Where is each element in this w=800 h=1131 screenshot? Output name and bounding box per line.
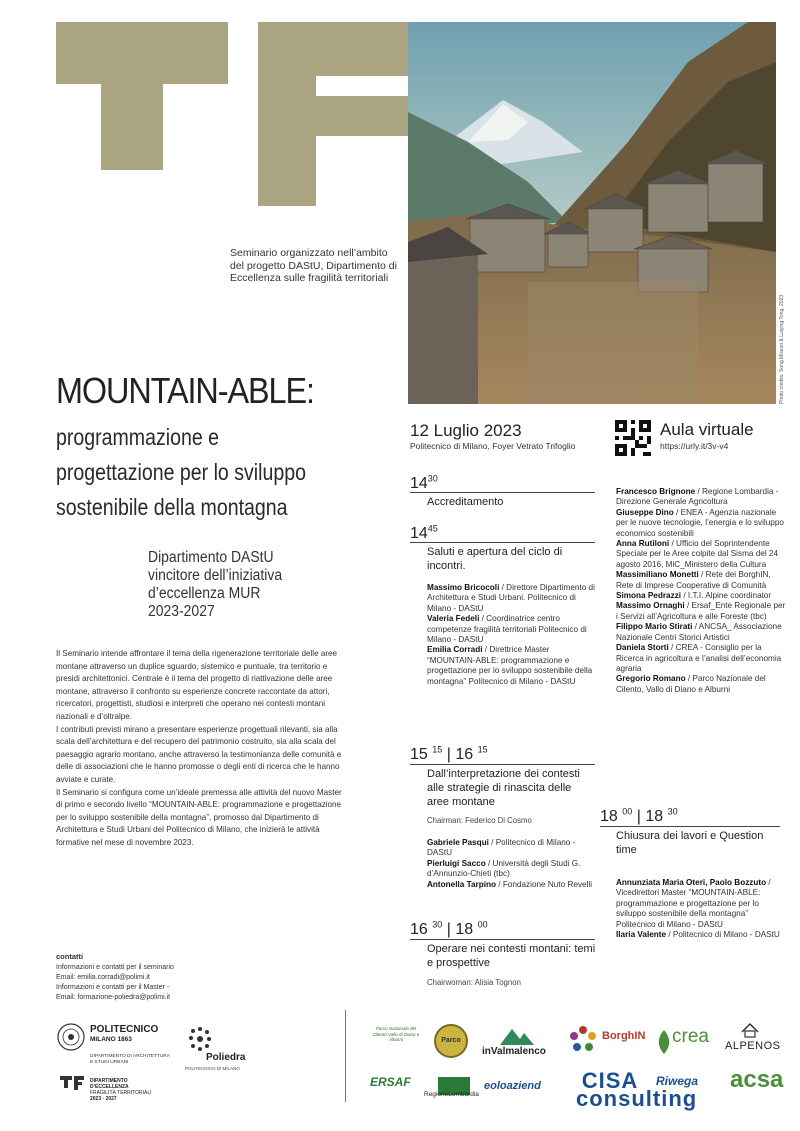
photo-credit: Photo credits: Song Miseon & Luiying Tong, 2023 (779, 294, 785, 404)
session-title: Chiusura dei lavori e Question time (616, 830, 764, 856)
virtual-room-link[interactable]: https://urly.it/3v-v4 (660, 441, 729, 451)
contacts-email[interactable]: Email: emilia.corradi@polimi.it (56, 974, 150, 981)
page-title: MOUNTAIN-ABLE: (56, 370, 314, 411)
session-time: 15 $^{15}$ | 16 $^{15}$ (410, 744, 488, 763)
borghin-flower-icon (568, 1024, 598, 1059)
polimi-dept: DIPARTIMENTO DI ARCHITETTURA E STUDI URBANI (90, 1054, 170, 1065)
description-paragraph: Il Seminario intende affrontare il tema della rigenerazione territoriale delle aree montane attraverso un duplice sguardo, sistemico e puntuale, tra territorio e presidi architettonici. Centrale è il tema del progetto di riattivazione delle aree montane, attraverso il confronto su esperienze concrete raccontate da attori, ricercatori, progettisti, studiosi e interpreti che operano nei contesti montani nazionali e d’oltralpe. (56, 649, 338, 721)
tf-logo-f-top (258, 22, 408, 76)
speaker: Filippo Mario Stirati / ANCSA_ Associazione Nazionale Centri Storici Artistici (616, 622, 782, 642)
speaker: Massimo Bricocoli / Direttore Dipartimento di Architettura e Studi Urbani. Politecnico di Milano - DAStU (427, 583, 595, 613)
speaker: Simona Pedrazzi / I.T.I. Alpine coordinator (616, 591, 772, 601)
polimi-name: POLITECNICO (90, 1024, 159, 1035)
session-time: 18 $^{00}$ | 18 $^{30}$ (600, 806, 678, 825)
session-title: Saluti e apertura del ciclo di incontri. (427, 546, 563, 572)
partner-logo-riwega: Riwega (656, 1074, 699, 1088)
virtual-room-label: Aula virtuale (660, 420, 754, 439)
partner-logo-borghin: BorghIN (602, 1030, 646, 1042)
partner-logo-parco-cilento: Parco Nazionale del Cilento Vallo di Diano e Alburni (372, 1026, 420, 1042)
subtitle-line: programmazione e (56, 424, 220, 450)
session-time: $14^{30}$ (410, 473, 438, 492)
contacts-line: Informazioni e contatti per il seminario (56, 964, 174, 971)
footer-divider (345, 1010, 346, 1102)
partner-logo-ersaf: ERSAF (370, 1075, 411, 1089)
speaker: Valeria Fedeli / Coordinatrice centro competenze fragilità territoriali Politecnico di Milano - DAStU (427, 614, 587, 645)
organizer-note: Seminario organizzato nell’ambito del progetto DAStU, Dipartimento di Eccellenza sulle fragilità territoriali (230, 247, 397, 284)
crea-leaf-icon (657, 1030, 671, 1059)
speaker: Antonella Tarpino / Fondazione Nuto Revelli (427, 879, 593, 889)
session-title: Accreditamento (427, 496, 504, 508)
speaker-list (616, 878, 781, 940)
poliedra-sub: POLITECNICO DI MILANO (185, 1066, 240, 1071)
speaker-list (427, 583, 597, 687)
partner-logo-alpenos: ALPENOS (725, 1040, 781, 1052)
speaker: Anna Rutiloni / Ufficio del Soprintendente Speciale per le Aree colpite dal Sisma del 24 agosto 2016, MiC_Ministero della Cultura (616, 539, 779, 569)
session-time: $14^{45}$ (410, 523, 438, 542)
speaker: Annunziata Maria Oteri, Paolo Bozzuto / Vicedirettori Master “MOUNTAIN-ABLE: programmazione e progettazione per lo sviluppo sostenibile della montagna” Politecnico di Milano - DAStU (616, 878, 771, 929)
subtitle-line: sostenibile della montagna (56, 494, 288, 520)
partner-logo-invalmalenco: inValmalenco (482, 1046, 546, 1057)
tf-logo-f-mid (258, 96, 408, 136)
speaker: Gabriele Pasqui / Politecnico di Milano - DAStU (427, 838, 576, 858)
contacts-heading: contatti (56, 952, 84, 961)
department-block (148, 549, 319, 621)
speaker: Massimo Ornaghi / Ersaf_Ente Regionale per i Servizi all’Agricoltura e alle Foreste (tbc) (616, 601, 786, 621)
department-line: vincitore dell’iniziativa (148, 567, 283, 584)
event-venue: Politecnico di Milano, Foyer Vetrato Trifoglio (410, 441, 576, 451)
department-line: 2023-2027 (148, 603, 215, 620)
description-paragraph: Il Seminario si configura come un’ideale premessa alle attività del nuovo Master di primo e secondo livello “MOUNTAIN-ABLE: programmazione e progettazione per lo sviluppo sostenibile della montagna”, promosso dal Dipartimento di Architettura e Studi Urbani del Politecnico di Milano, che inizierà le attività formative nel mese di novembre 2023. (56, 787, 342, 847)
subtitle-line: progettazione per lo sviluppo (56, 459, 306, 485)
speaker: Giuseppe Dino / ENEA - Agenzia nazionale per le nuove tecnologie, l’energia e lo sviluppo economico sostenibili (616, 507, 784, 538)
partner-logo-acsa: acsa (730, 1066, 784, 1093)
speaker-list (427, 838, 597, 890)
contacts-block (56, 952, 174, 1003)
tf-mini-logo (60, 1076, 86, 1097)
speaker: Ilaria Valente / Politecnico di Milano - DAStU (616, 930, 780, 940)
partner-logo-regione: RegioneLombardia (424, 1091, 479, 1098)
session-title: Operare nei contesti montani: temi e prospettive (427, 943, 596, 969)
poliedra-name: Poliedra (206, 1052, 246, 1063)
divider (410, 542, 595, 543)
speaker-list-right (616, 487, 786, 695)
polimi-sub: MILANO 1863 (90, 1036, 132, 1043)
divider (410, 764, 595, 765)
partner-logo-cisa: CISA consulting (576, 1068, 698, 1111)
department-line: Dipartimento DAStU (148, 549, 274, 566)
page-subtitle (56, 420, 371, 525)
speaker: Massimiliano Monetti / Rete dei BorghIN, Rete di Imprese Cooperative di Comunità (616, 570, 771, 590)
tf-logo-t-stem (101, 22, 163, 170)
seminar-description (56, 648, 346, 850)
department-line: d’eccellenza MUR (148, 585, 261, 602)
session-time: 16 $^{30}$ | 18 $^{00}$ (410, 919, 488, 938)
speaker: Daniela Storti / CREA - Consiglio per la Ricerca in agricoltura e l’analisi dell’economia agraria (616, 643, 782, 673)
description-paragraph: I contributi previsti mirano a presentare esperienze progettuali rilevanti, sia alla scala dell’architettura e del recupero del patrimonio costruito, sia alla scala del paesaggio agrario montano, anche attraverso la testimonianza delle comunità e delle di associazioni che le hanno promosse o degli enti di ricerca che le hanno avviate e curate. (56, 724, 342, 784)
mountain-village-photo (408, 22, 776, 404)
event-date: 12 Luglio 2023 (410, 421, 522, 440)
divider (410, 492, 595, 493)
partner-logo-crea: crea (672, 1026, 709, 1047)
speaker: Emilia Corradi / Direttrice Master “MOUNTAIN-ABLE: programmazione e progettazione per lo sviluppo sostenibile della montagna” Politecnico di Milano - DAStU (427, 645, 593, 686)
polimi-seal-icon (56, 1022, 86, 1052)
speaker: Pierluigi Sacco / Università degli Studi G. d’Annunzio-Chieti (tbc) (427, 858, 581, 879)
divider (600, 826, 780, 827)
contacts-line: Informazioni e contatti per il Master - (56, 984, 170, 991)
session-title: Dall’interpretazione dei contesti alle strategie di rinascita delle aree montane (427, 768, 580, 808)
session-chair: Chairwoman: Alisia Tognon (427, 978, 521, 987)
qr-code-icon[interactable] (614, 420, 652, 456)
speaker: Francesco Brignone / Regione Lombardia - Direzione Generale Agricoltura (616, 487, 779, 507)
partner-logo-parco: Parco (434, 1024, 468, 1058)
polimi-logo (56, 1022, 86, 1057)
contacts-email[interactable]: Email: formazione-poliedra@polimi.it (56, 994, 171, 1001)
session-chair: Chairman: Federico Di Cosmo (427, 816, 532, 825)
partner-logo-eoloaziend: eoloaziend (484, 1080, 541, 1092)
tf-mini-text: DIPARTIMENTO D’ECCELLENZA FRAGILITÀ TERRITORIALI 2023 · 2027 (90, 1078, 152, 1102)
speaker: Gregorio Romano / Parco Nazionale del Cilento, Vallo di Diano e Alburni (616, 674, 766, 694)
divider (410, 939, 595, 940)
